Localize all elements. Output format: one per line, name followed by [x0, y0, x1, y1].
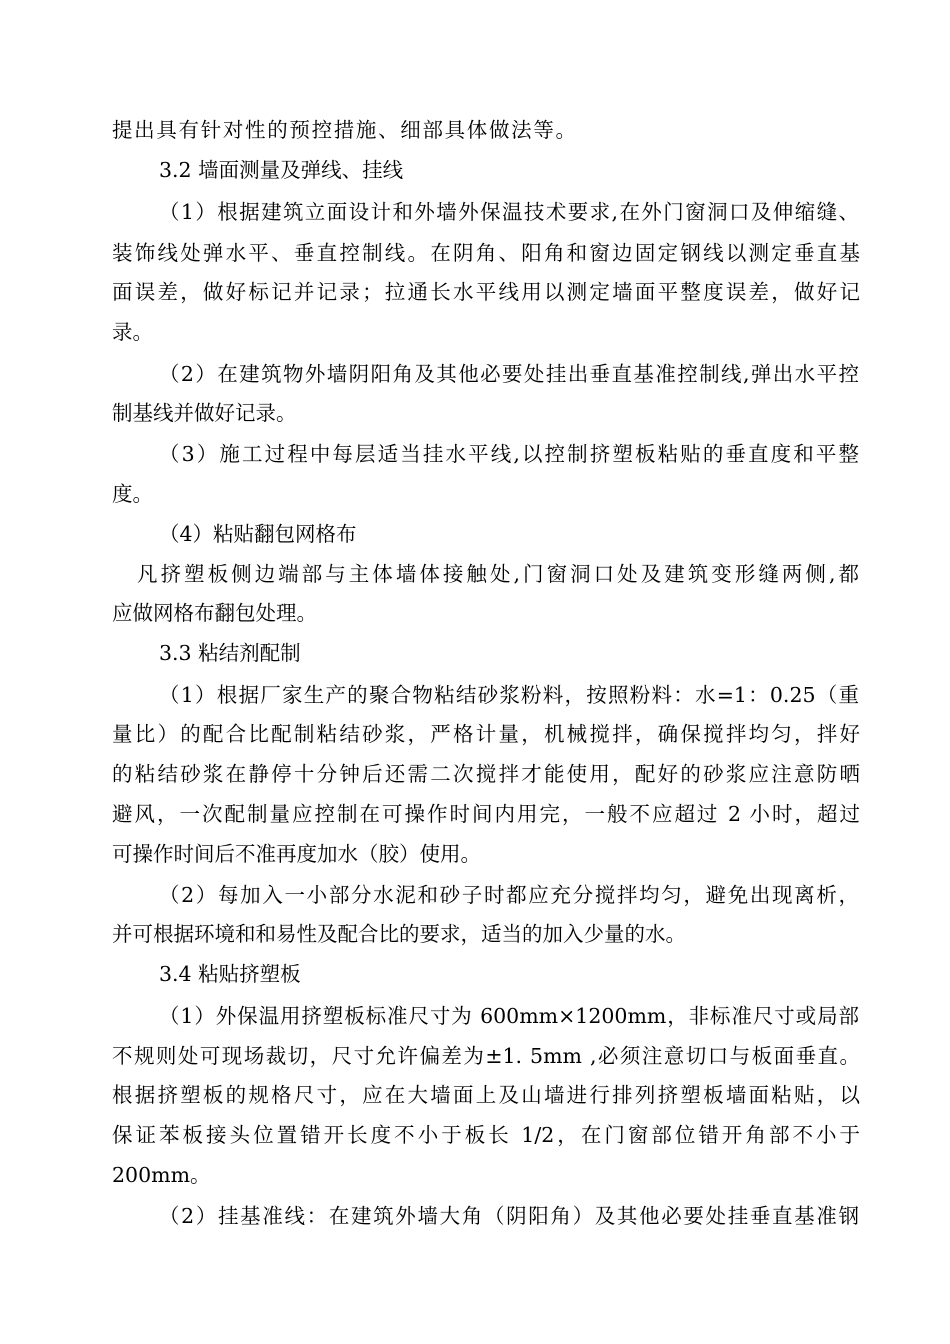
paragraph-line: 并可根据环境和和易性及配合比的要求，适当的加入少量的水。 [112, 922, 686, 946]
text-line: 提出具有针对性的预控措施、细部具体做法等。 [112, 118, 576, 142]
paragraph-line: （1）外保温用挤塑板标准尺寸为 600mm×1200mm，非标准尺寸或局部 [159, 1004, 859, 1028]
paragraph-line: 不规则处可现场裁切，尺寸允许偏差为±1. 5mm ,必须注意切口与板面垂直。 [112, 1044, 860, 1068]
paragraph-line: 的粘结砂浆在静停十分钟后还需二次搅拌才能使用，配好的砂浆应注意防晒 [112, 762, 860, 786]
paragraph-line: 面误差，做好标记并记录；拉通长水平线用以测定墙面平整度误差，做好记 [112, 280, 860, 304]
paragraph-line: 保证苯板接头位置错开长度不小于板长 1/2，在门窗部位错开角部不小于 [112, 1123, 860, 1147]
subsection-heading: （4）粘贴翻包网格布 [159, 522, 357, 546]
paragraph-line: （1）根据厂家生产的聚合物粘结砂浆粉料，按照粉料：水=1：0.25（重 [159, 683, 859, 707]
paragraph-line: 装饰线处弹水平、垂直控制线。在阴角、阳角和窗边固定钢线以测定垂直基 [112, 241, 860, 265]
paragraph-line: 制基线并做好记录。 [112, 401, 297, 425]
section-heading: 3.3 粘结剂配制 [159, 641, 301, 665]
paragraph-line: 应做网格布翻包处理。 [112, 601, 317, 625]
paragraph-line: 量比）的配合比配制粘结砂浆，严格计量，机械搅拌，确保搅拌均匀，拌好 [112, 722, 860, 746]
paragraph-line: 度。 [112, 482, 153, 506]
paragraph-line: 200mm。 [112, 1163, 211, 1187]
paragraph-line: （2）每加入一小部分水泥和砂子时都应充分搅拌均匀，避免出现离析， [159, 883, 859, 907]
paragraph-line: 根据挤塑板的规格尺寸，应在大墙面上及山墙进行排列挤塑板墙面粘贴，以 [112, 1083, 860, 1107]
paragraph-line: （2）在建筑物外墙阴阳角及其他必要处挂出垂直基准控制线,弹出水平控 [159, 362, 859, 386]
paragraph-line: 可操作时间后不准再度加水（胶）使用。 [112, 842, 481, 866]
paragraph-line: 凡挤塑板侧边端部与主体墙体接触处,门窗洞口处及建筑变形缝两侧,都 [137, 562, 859, 586]
section-heading: 3.4 粘贴挤塑板 [159, 962, 301, 986]
paragraph-line: （1）根据建筑立面设计和外墙外保温技术要求,在外门窗洞口及伸缩缝、 [159, 200, 859, 224]
paragraph-line: （2）挂基准线：在建筑外墙大角（阴阳角）及其他必要处挂垂直基准钢 [159, 1204, 859, 1228]
section-heading: 3.2 墙面测量及弹线、挂线 [159, 158, 404, 182]
paragraph-line: 录。 [112, 320, 153, 344]
paragraph-line: 避风，一次配制量应控制在可操作时间内用完，一般不应超过 2 小时，超过 [112, 802, 860, 826]
paragraph-line: （3）施工过程中每层适当挂水平线,以控制挤塑板粘贴的垂直度和平整 [159, 442, 859, 466]
